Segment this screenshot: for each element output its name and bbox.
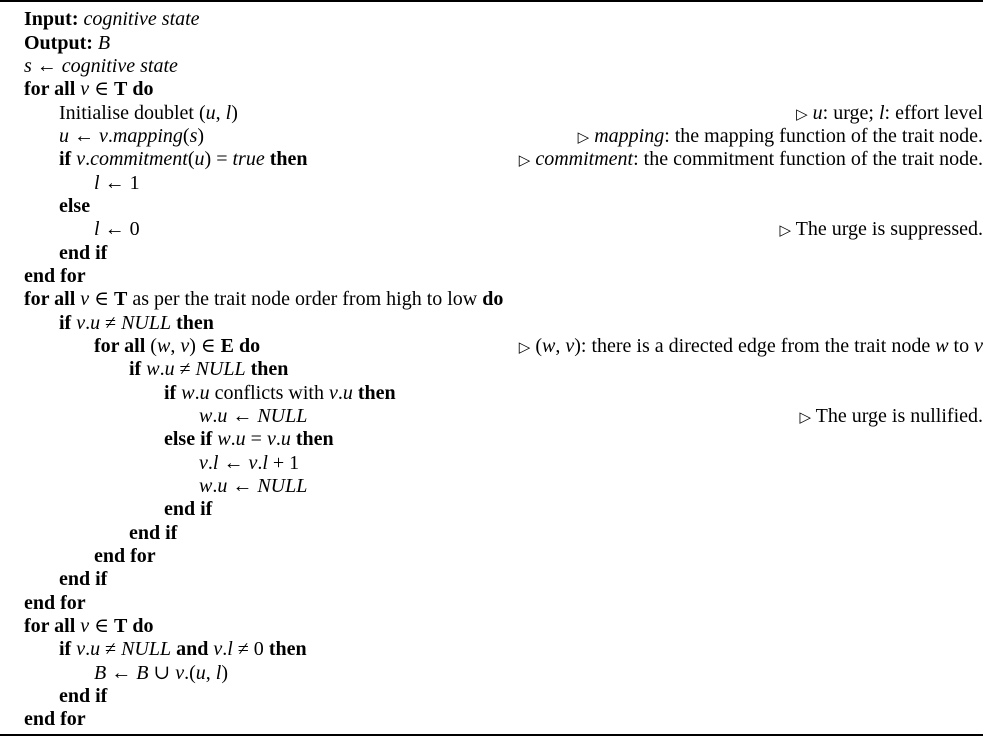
- algo-line: w.u ← NULL ▷ The urge is nullified.: [0, 405, 983, 428]
- input-value: cognitive state: [83, 8, 200, 30]
- algo-line: else if w.u = v.u then: [164, 428, 334, 450]
- algo-line: end for: [24, 708, 86, 730]
- algo-line: v.l ← v.l + 1: [199, 452, 300, 474]
- algo-line: else: [59, 195, 91, 217]
- algo-line: for all v ∈ T as per the trait node order from high to low do: [24, 288, 504, 310]
- algo-line: w.u ← NULL: [199, 475, 308, 497]
- algo-line: if w.u conflicts with v.u then: [164, 382, 396, 404]
- comment-urge-effort: ▷ u: urge; l: effort level: [796, 102, 983, 124]
- comment-commitment: ▷ commitment: the commitment function of the trait node.: [518, 148, 983, 170]
- comment-suppressed: ▷ The urge is suppressed.: [779, 218, 983, 240]
- output-label: Output:: [24, 32, 93, 54]
- algo-line: if v.u ≠ NULL then: [59, 312, 214, 334]
- input-label: Input:: [24, 8, 79, 30]
- algo-line: for all (w, v) ∈ E do ▷ (w, v): there is a directed edge from the trait node w to v: [0, 335, 983, 358]
- algo-line-input: [0, 8, 983, 31]
- algo-line: end if: [59, 242, 108, 264]
- algo-line: end if: [59, 568, 108, 590]
- algo-line: if w.u ≠ NULL then: [129, 358, 289, 380]
- algo-line: l ← 1: [94, 172, 140, 194]
- algo-line: for all v ∈ T do: [24, 615, 154, 637]
- comment-mapping: ▷ mapping: the mapping function of the trait node.: [577, 125, 983, 147]
- algo-line: end for: [94, 545, 156, 567]
- algo-line: l ← 0 ▷ The urge is suppressed.: [0, 218, 983, 241]
- algo-line-output: [0, 32, 983, 55]
- algo-line: end if: [129, 522, 178, 544]
- algo-line: end if: [59, 685, 108, 707]
- algo-line: s ← cognitive state: [24, 55, 178, 77]
- algo-line: end if: [164, 498, 213, 520]
- algo-line: end for: [24, 265, 86, 287]
- output-value: B: [97, 32, 111, 54]
- algo-line: if v.u ≠ NULL and v.l ≠ 0 then: [59, 638, 307, 660]
- algo-line: if v.commitment(u) = true then ▷ commitment: the commitment function of the trait node.: [0, 148, 983, 171]
- algo-line: u ← v.mapping(s) ▷ mapping: the mapping function of the trait node.: [0, 125, 983, 148]
- algo-line: for all v ∈ T do: [24, 78, 154, 100]
- algo-line: B ← B ∪ v.(u, l): [94, 662, 228, 684]
- algo-line: end for: [24, 592, 86, 614]
- algo-line: Initialise doublet (u, l) ▷ u: urge; l: effort level: [0, 102, 983, 125]
- comment-directed-edge: ▷ (w, v): there is a directed edge from the trait node w to v: [518, 335, 983, 357]
- comment-nullified: ▷ The urge is nullified.: [799, 405, 983, 427]
